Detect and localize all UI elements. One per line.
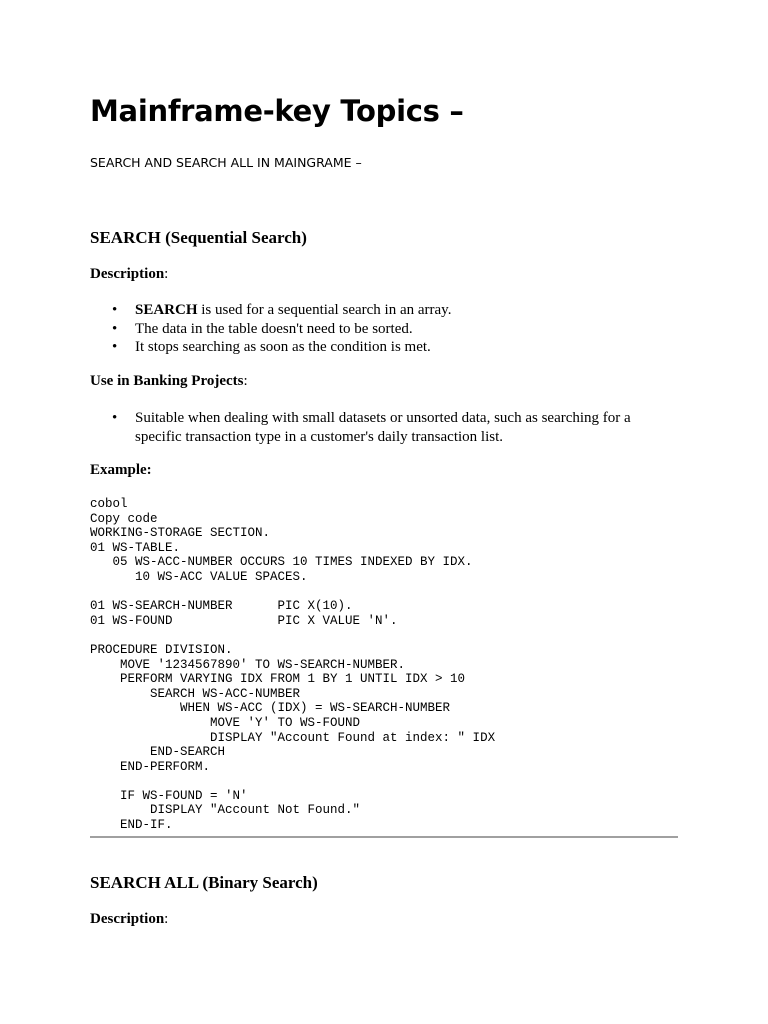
list-item: [90, 320, 650, 339]
list-item: [90, 409, 650, 446]
description-label-2: [90, 911, 168, 928]
description-label: [90, 266, 168, 283]
description-label-text: Description: [90, 266, 165, 282]
section-heading-search-all: SEARCH ALL (Binary Search): [90, 873, 318, 892]
code-body: WORKING-STORAGE SECTION. 01 WS-TABLE. 05 WS-ACC-NUMBER OCCURS 10 TIMES INDEXED BY IDX. 10 WS-ACC VALUE SPACES. 01 WS-SEARCH-NUMBER PIC X(10). 01 WS-FOUND PIC X VALUE 'N'. PROCEDURE DIVISION. MOVE '1234567890' TO WS-SEARCH-NUMBER. PERFORM VARYING IDX FROM 1 BY 1 UNTIL IDX > 10 SEARCH WS-ACC-NUMBER WHEN WS-ACC (IDX) = WS-SEARCH-NUMBER MOVE 'Y' TO WS-FOUND DISPLAY "Account Found at index: " IDX END-SEARCH END-PERFORM. IF WS-FOUND = 'N' DISPLAY "Account Not Found." END-IF.: [90, 526, 496, 833]
use-in-banking-label: [90, 373, 248, 390]
description-colon: :: [164, 911, 169, 927]
bullet-text: Suitable when dealing with small datasets or unsorted data, such as searching for a specific transaction type in a customer's daily transaction list.: [135, 410, 631, 445]
list-item: [90, 338, 650, 357]
description-label-text: Description: [90, 911, 165, 927]
description-colon: :: [164, 266, 169, 282]
section-divider: [90, 836, 678, 838]
code-block: [90, 497, 495, 833]
code-language: cobol: [90, 497, 128, 511]
use-label-text: Use in Banking Projects: [90, 373, 244, 389]
bullet-bold: SEARCH: [135, 302, 198, 318]
copy-code-button[interactable]: Copy code: [90, 511, 158, 526]
list-item: [90, 301, 650, 320]
bullet-text: is used for a sequential search in an array.: [197, 302, 452, 318]
description-list: [90, 301, 650, 357]
example-label-text: Example:: [90, 462, 152, 478]
use-list: [90, 409, 650, 446]
bullet-text: The data in the table doesn't need to be sorted.: [135, 320, 413, 337]
example-label: [90, 462, 152, 479]
bullet-text: It stops searching as soon as the condition is met.: [135, 339, 431, 355]
section-heading-search: SEARCH (Sequential Search): [90, 228, 307, 247]
use-label-colon: :: [243, 373, 248, 389]
page-subtitle: SEARCH AND SEARCH ALL IN MAINGRAME –: [90, 155, 362, 170]
page-title: Mainframe-key Topics –: [90, 94, 464, 128]
